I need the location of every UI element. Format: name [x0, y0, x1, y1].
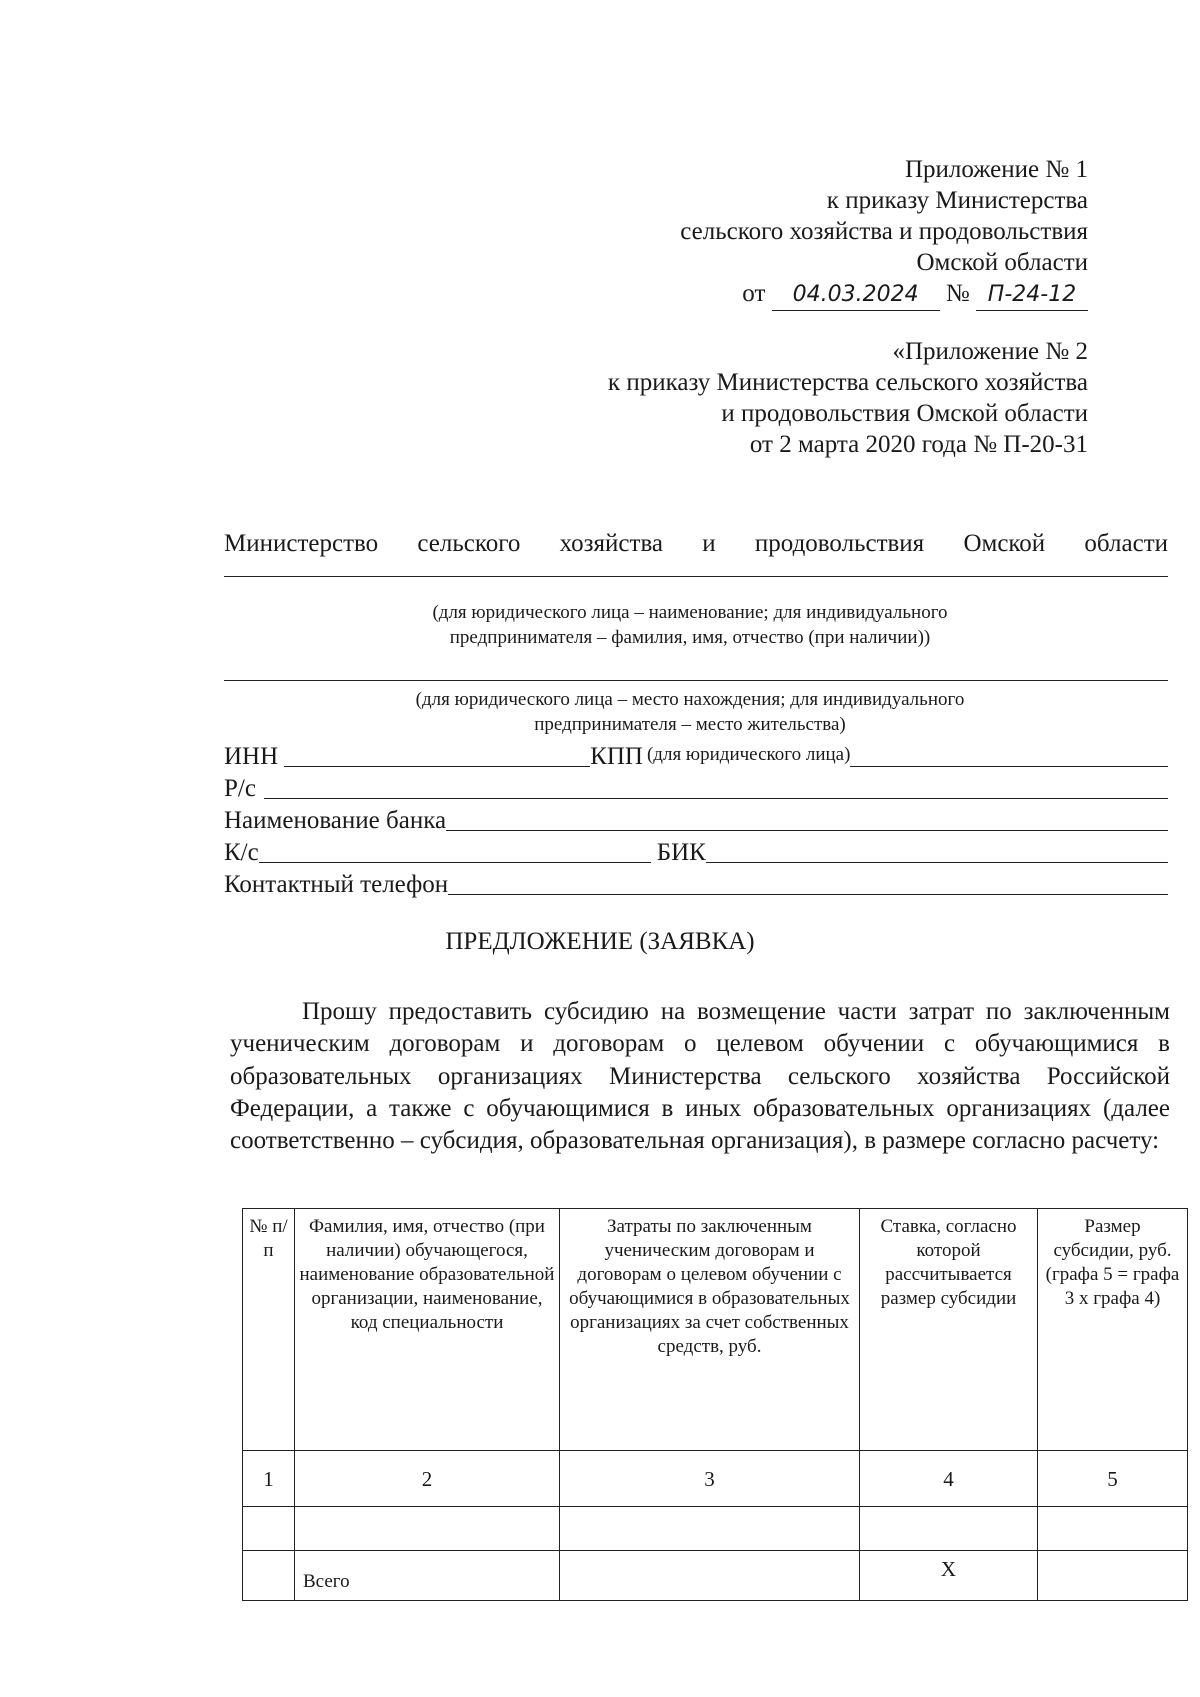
rs-input-line[interactable]	[264, 798, 1168, 799]
appendix-2-line4: от 2 марта 2020 года № П-20-31	[749, 431, 1088, 458]
column-number: 3	[560, 1451, 860, 1507]
total-subsidy-cell[interactable]	[1038, 1551, 1188, 1601]
appendix-1-line3: сельского хозяйства и продовольствия	[680, 218, 1088, 245]
column-number: 5	[1038, 1451, 1188, 1507]
appendix-1-header	[680, 154, 1088, 311]
phone-field	[224, 870, 1168, 900]
inn-label: ИНН	[224, 743, 279, 770]
number-label: №	[945, 280, 970, 307]
appendix-2-title: «Приложение № 2	[892, 338, 1088, 365]
header-costs: Затраты по заключенным ученическим договорам и договорам о целевом обучении с обучающимися в образовательных организациях за счет собственных средств, руб.	[560, 1209, 860, 1451]
ks-input-line[interactable]	[259, 862, 651, 863]
order-number: П-24-12	[976, 279, 1088, 311]
name-hint-line2: предпринимателя – фамилия, имя, отчество (при наличии))	[449, 627, 931, 648]
total-costs-cell[interactable]	[560, 1551, 860, 1601]
column-number: 4	[860, 1451, 1038, 1507]
table-cell[interactable]	[243, 1507, 295, 1551]
addressee-line: Министерство сельского хозяйства и продовольствия Омской области	[224, 530, 1168, 577]
address-hint	[300, 687, 1080, 737]
name-hint	[300, 600, 1080, 650]
bank-input-line[interactable]	[446, 830, 1168, 831]
address-hint-line1: (для юридического лица – место нахождения; для индивидуального	[415, 689, 965, 710]
bank-field	[224, 806, 1168, 836]
subsidy-table	[242, 1208, 1188, 1601]
name-hint-line1: (для юридического лица – наименование; для индивидуального	[432, 602, 948, 623]
bik-label: БИК	[656, 839, 706, 866]
appendix-1-title: Приложение № 1	[904, 156, 1088, 183]
header-student: Фамилия, имя, отчество (при наличии) обучающегося, наименование образовательной организации, наименование, код специальности	[295, 1209, 560, 1451]
address-line	[224, 680, 1168, 681]
inn-input-line[interactable]	[284, 766, 590, 767]
appendix-2-line3: и продовольствия Омской области	[721, 400, 1088, 427]
table-cell[interactable]	[860, 1507, 1038, 1551]
table-header-row	[243, 1209, 1188, 1451]
kpp-input-line[interactable]	[850, 766, 1168, 767]
table-cell[interactable]	[560, 1507, 860, 1551]
header-rate: Ставка, согласно которой рассчитывается размер субсидии	[860, 1209, 1038, 1451]
total-rate-cell: Х	[860, 1551, 1038, 1601]
rs-field	[224, 774, 1168, 804]
header-subsidy: Размер субсидии, руб. (графа 5 = графа 3 х графа 4)	[1038, 1209, 1188, 1451]
bank-label: Наименование банка	[224, 807, 447, 834]
appendix-1-line4: Омской области	[916, 249, 1088, 276]
order-date: 04.03.2024	[772, 279, 940, 311]
inn-kpp-field	[224, 742, 1168, 772]
header-number: № п/п	[243, 1209, 295, 1451]
appendix-2-line2: к приказу Министерства сельского хозяйства	[607, 369, 1088, 396]
request-paragraph: Прошу предоставить субсидию на возмещение части затрат по заключенным ученическим договорам и договорам о целевом обучении с обучающимися в образовательных организациях Министерства сельского хозяйства Российской Федерации, а также с обучающимися в иных образовательных организациях (далее соответственно – субсидия, образовательная организация), в размере согласно расчету:	[230, 998, 1170, 1155]
column-number-row	[243, 1451, 1188, 1507]
table-cell[interactable]	[1038, 1507, 1188, 1551]
phone-label: Контактный телефон	[224, 871, 449, 898]
document-title: ПРЕДЛОЖЕНИЕ (ЗАЯВКА)	[445, 928, 755, 955]
table-cell	[243, 1551, 295, 1601]
phone-input-line[interactable]	[448, 894, 1168, 895]
rs-label: Р/с	[224, 775, 256, 802]
kpp-label: КПП	[590, 743, 643, 770]
from-label: от	[742, 280, 766, 307]
appendix-1-date-line	[680, 278, 1088, 311]
address-hint-line2: предпринимателя – место жительства)	[534, 714, 846, 735]
appendix-1-line2: к приказу Министерства	[826, 187, 1088, 214]
column-number: 2	[295, 1451, 560, 1507]
ks-bik-field	[224, 838, 1168, 868]
kpp-note: (для юридического лица)	[646, 744, 851, 765]
ks-label: К/с	[224, 839, 259, 866]
appendix-2-header	[608, 336, 1088, 460]
bik-input-line[interactable]	[706, 862, 1168, 863]
table-cell[interactable]	[295, 1507, 560, 1551]
column-number: 1	[243, 1451, 295, 1507]
total-label: Всего	[295, 1551, 560, 1601]
table-row	[243, 1507, 1188, 1551]
total-row	[243, 1551, 1188, 1601]
